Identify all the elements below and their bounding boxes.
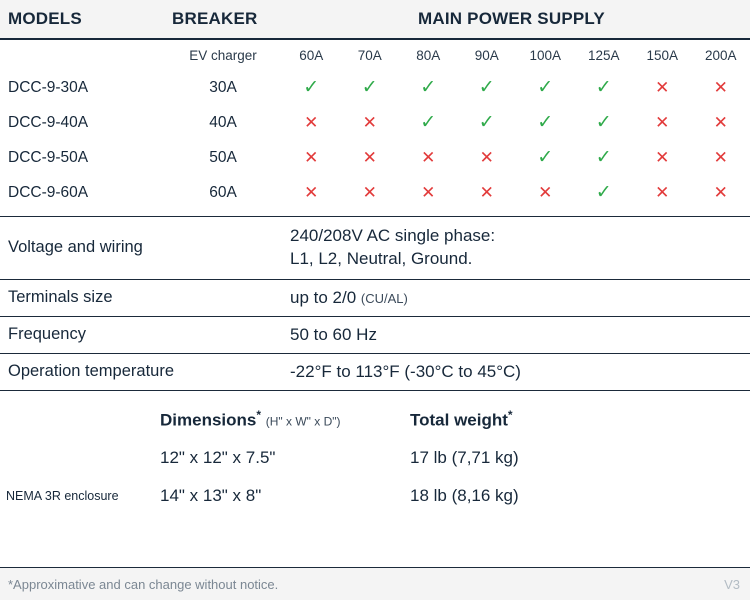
spec-value-line1: 240/208V AC single phase: <box>290 226 496 245</box>
model-name: DCC-9-30A <box>8 78 89 96</box>
table-row <box>0 70 750 105</box>
cross-icon: ✕ <box>655 77 670 97</box>
compat-mark <box>692 140 750 175</box>
dimensions-header-row <box>0 390 750 439</box>
compat-mark <box>282 105 341 140</box>
dimensions-weight: 17 lb (7,71 kg) <box>410 447 519 467</box>
check-icon: ✓ <box>595 147 612 168</box>
cross-icon: ✕ <box>655 147 670 167</box>
compat-mark <box>575 70 634 105</box>
table-row <box>0 105 750 140</box>
cross-icon: ✕ <box>362 182 377 202</box>
dimensions-header-spacer <box>0 390 160 439</box>
check-icon: ✓ <box>537 112 554 133</box>
subheader-amp-125: 125A <box>587 47 620 63</box>
subheader-amp-150: 150A <box>646 47 679 63</box>
dimensions-row <box>0 439 750 477</box>
compat-mark <box>458 175 517 210</box>
compat-mark <box>399 70 458 105</box>
compat-mark <box>692 70 750 105</box>
check-icon: ✓ <box>420 77 437 98</box>
table-header-band <box>0 0 750 40</box>
subheader-amp-80: 80A <box>416 47 441 63</box>
cross-icon: ✕ <box>655 112 670 132</box>
compat-mark <box>341 70 400 105</box>
cross-icon: ✕ <box>479 147 494 167</box>
table-row <box>0 140 750 175</box>
spec-label: Voltage and wiring <box>8 238 143 257</box>
header-main-power-supply: MAIN POWER SUPPLY <box>418 9 605 28</box>
specifications-table <box>0 216 750 390</box>
compatibility-table <box>0 40 750 210</box>
check-icon: ✓ <box>595 77 612 98</box>
spec-value-line1: -22°F to 113°F (-30°C to 45°C) <box>290 361 521 381</box>
spec-row-voltage <box>0 217 750 280</box>
dimensions-size: 14" x 13" x 8" <box>160 485 262 505</box>
breaker-value: 30A <box>209 78 237 96</box>
spec-row-frequency <box>0 316 750 353</box>
cross-icon: ✕ <box>362 147 377 167</box>
cross-icon: ✕ <box>713 147 728 167</box>
compat-mark <box>282 70 341 105</box>
model-name: DCC-9-40A <box>8 113 89 131</box>
check-icon: ✓ <box>478 112 495 133</box>
check-icon: ✓ <box>420 112 437 133</box>
cross-icon: ✕ <box>304 182 319 202</box>
model-name: DCC-9-50A <box>8 148 89 166</box>
compat-mark <box>633 70 692 105</box>
compat-mark <box>516 140 575 175</box>
compat-mark <box>399 175 458 210</box>
dimensions-heading <box>160 390 410 439</box>
compat-mark <box>458 70 517 105</box>
subheader-amp-60: 60A <box>299 47 324 63</box>
spec-value <box>282 353 750 390</box>
compat-mark <box>575 105 634 140</box>
compat-mark <box>633 140 692 175</box>
compat-mark <box>458 105 517 140</box>
dimensions-weight: 18 lb (8,16 kg) <box>410 485 519 505</box>
compat-mark <box>692 175 750 210</box>
spec-label: Terminals size <box>8 288 113 307</box>
dimensions-row-spacer <box>0 439 160 477</box>
compat-mark <box>341 105 400 140</box>
cross-icon: ✕ <box>362 112 377 132</box>
header-models: MODELS <box>8 9 82 28</box>
dimensions-row <box>0 477 750 515</box>
compat-mark <box>516 175 575 210</box>
cross-icon: ✕ <box>713 112 728 132</box>
cross-icon: ✕ <box>713 182 728 202</box>
spec-value-line1: 50 to 60 Hz <box>290 324 377 344</box>
cross-icon: ✕ <box>538 182 553 202</box>
cross-icon: ✕ <box>421 147 436 167</box>
compat-mark <box>633 105 692 140</box>
weight-heading <box>410 390 750 439</box>
spec-row-terminals <box>0 279 750 316</box>
weight-heading-text: Total weight <box>410 410 508 430</box>
breaker-value: 50A <box>209 148 237 166</box>
enclosure-label: NEMA 3R enclosure <box>6 488 119 503</box>
cross-icon: ✕ <box>304 147 319 167</box>
dimensions-heading-units: (H" x W" x D") <box>265 414 341 429</box>
compat-mark <box>633 175 692 210</box>
header-breaker: BREAKER <box>172 9 258 28</box>
spec-value-line1: up to 2/0 <box>290 287 357 307</box>
dimensions-size: 12" x 12" x 7.5" <box>160 447 276 467</box>
subheader-amp-90: 90A <box>474 47 499 63</box>
cross-icon: ✕ <box>304 112 319 132</box>
compat-mark <box>341 140 400 175</box>
spec-row-operation-temperature <box>0 353 750 390</box>
subheader-amp-100: 100A <box>529 47 562 63</box>
dimensions-heading-text: Dimensions <box>160 410 257 430</box>
compat-mark <box>692 105 750 140</box>
check-icon: ✓ <box>361 77 378 98</box>
compat-mark <box>399 105 458 140</box>
dimensions-heading-asterisk: * <box>256 407 262 422</box>
compat-mark <box>516 105 575 140</box>
spec-value <box>282 279 750 316</box>
cross-icon: ✕ <box>655 182 670 202</box>
subheader-spacer <box>0 40 164 70</box>
cross-icon: ✕ <box>713 77 728 97</box>
spec-label: Operation temperature <box>8 362 175 381</box>
cross-icon: ✕ <box>479 182 494 202</box>
check-icon: ✓ <box>537 77 554 98</box>
footer-note: *Approximative and can change without notice. <box>8 577 279 592</box>
table-row <box>0 175 750 210</box>
spec-value-note: (CU/AL) <box>360 290 408 306</box>
cross-icon: ✕ <box>421 182 436 202</box>
compat-mark <box>282 175 341 210</box>
compat-mark <box>399 140 458 175</box>
check-icon: ✓ <box>595 112 612 133</box>
spec-value <box>282 316 750 353</box>
subheader-amp-70: 70A <box>357 47 382 63</box>
subheader-amp-200: 200A <box>704 47 737 63</box>
weight-heading-asterisk: * <box>507 407 513 422</box>
check-icon: ✓ <box>595 182 612 203</box>
compat-mark <box>458 140 517 175</box>
compat-mark <box>575 140 634 175</box>
compat-mark <box>575 175 634 210</box>
check-icon: ✓ <box>537 147 554 168</box>
breaker-value: 60A <box>209 183 237 201</box>
subheader-ev-charger: EV charger <box>189 47 257 63</box>
footer <box>0 567 750 600</box>
compat-mark <box>341 175 400 210</box>
footer-version: V3 <box>724 577 740 592</box>
table-subheader-row <box>0 40 750 70</box>
compat-mark <box>516 70 575 105</box>
spec-label: Frequency <box>8 325 86 344</box>
compat-mark <box>282 140 341 175</box>
breaker-value: 40A <box>209 113 237 131</box>
spec-value-line2: L1, L2, Neutral, Ground. <box>290 248 473 268</box>
model-name: DCC-9-60A <box>8 183 89 201</box>
check-icon: ✓ <box>478 77 495 98</box>
dimensions-table <box>0 390 750 515</box>
check-icon: ✓ <box>303 77 320 98</box>
spec-value <box>282 217 750 280</box>
